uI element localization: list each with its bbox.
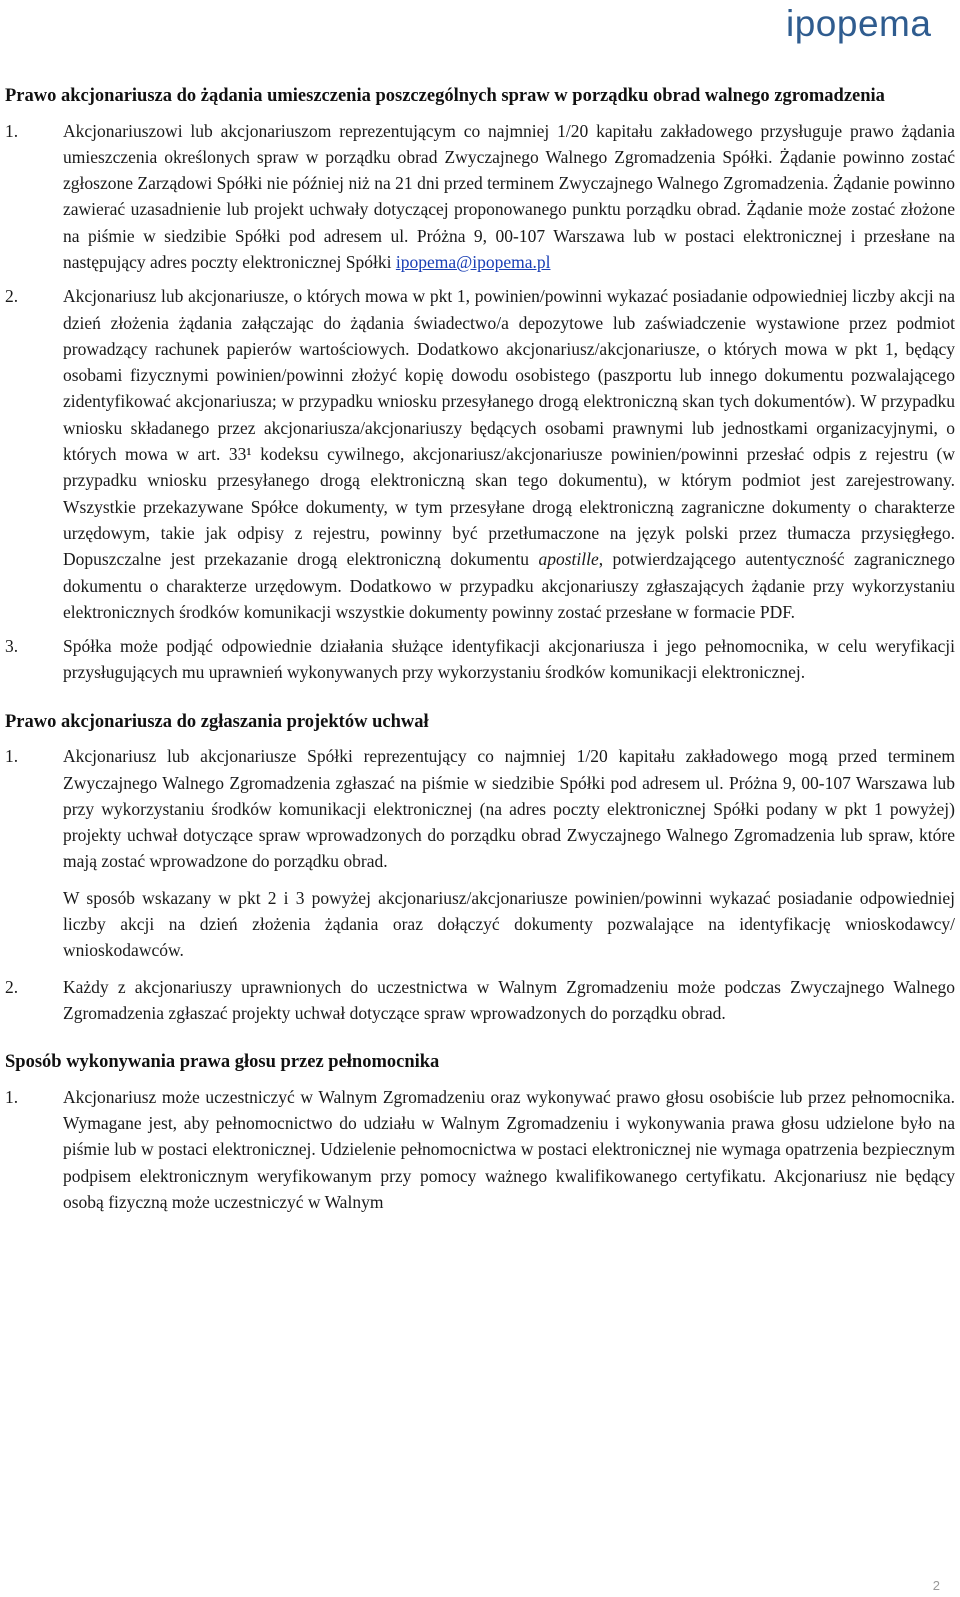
list-item (5, 633, 955, 686)
list-item (5, 118, 955, 276)
italic-term: apostille (538, 549, 599, 570)
page-number: 2 (932, 1578, 940, 1593)
item-text: Akcjonariusz lub akcjonariusze Spółki reprezentujący co najmniej 1/20 kapitału zakładowego mogą przed terminem Zwyczajnego Walnego Zgromadzenia zgłaszać na piśmie w siedzibie Spółki pod adresem ul. Próżna 9, 00-107 Warszawa lub przy wykorzystaniu środków komunikacji elektronicznej (na adres poczty elektronicznej Spółki podany w pkt 1 powyżej) projekty uchwał dotyczące spraw wprowadzonych do porządku obrad Zwyczajnego Walnego Zgromadzenia lub spraw, które mają zostać wprowadzone do porządku obrad. (63, 746, 955, 872)
item-number: 2. (5, 976, 19, 997)
section-title-proxy-voting: Sposób wykonywania prawa głosu przez pełnomocnika (5, 1052, 440, 1073)
logo-text: ipopema (786, 3, 932, 44)
email-link[interactable]: ipopema@ipopema.pl (395, 251, 551, 272)
section-title-draft-resolutions: Prawo akcjonariusza do zgłaszania projektów uchwał (5, 711, 429, 732)
list-item (5, 283, 955, 625)
item-text: Spółka może podjąć odpowiednie działania służące identyfikacji akcjonariusza i jego pełnomocnika, w celu weryfikacji przysługujących mu uprawnień wykonywanych przy wykorzystaniu środków komunikacji elektronicznej. (63, 636, 955, 683)
item-number: 3. (5, 636, 19, 657)
item-number: 1. (5, 746, 19, 767)
sub-paragraph: W sposób wskazany w pkt 2 i 3 powyżej akcjonariusz/akcjonariusze powinien/powinni wykazać posiadanie odpowiedniej liczby akcji na dzień złożenia żądania oraz dołączyć dokumenty pozwalające na identyfikację wnioskodawcy/ wnioskodawców. (63, 887, 955, 961)
list-item (5, 1084, 955, 1215)
section-title-agenda-request: Prawo akcjonariusza do żądania umieszczenia poszczególnych spraw w porządku obrad walnego zgromadzenia (5, 86, 885, 106)
list-item (5, 974, 955, 1027)
list-item (5, 743, 955, 874)
item-text: Akcjonariusz może uczestniczyć w Walnym Zgromadzeniu oraz wykonywać prawo głosu osobiście lub przez pełnomocnika. Wymagane jest, aby pełnomocnictwo do udziału w Walnym Zgromadzeniu i wykonywania prawa głosu udzielone było na piśmie lub w postaci elektronicznej. Udzielenie pełnomocnictwa w postaci elektronicznej nie wymaga opatrzenia bezpiecznym podpisem elektronicznym weryfikowanym przy pomocy ważnego kwalifikowanego certyfikatu. Akcjonariusz nie będący osobą fizyczną może uczestniczyć w Walnym (63, 1086, 955, 1212)
item-text: Akcjonariuszowi lub akcjonariuszom reprezentującym co najmniej 1/20 kapitału zakładowego przysługuje prawo żądania umieszczenia określonych spraw w porządku obrad Zwyczajnego Walnego Zgromadzenia Spółki. Żądanie powinno zostać zgłoszone Zarządowi Spółki nie później niż na 21 dni przed terminem Zwyczajnego Walnego Zgromadzenia. Żądanie powinno zawierać uzasadnienie lub projekt uchwały dotyczącej proponowanego punktu porządku obrad. Żądanie może zostać złożone na piśmie w siedzibie Spółki pod adresem ul. Próżna 9, 00-107 Warszawa lub w postaci elektronicznej i przesłane na następujący adres poczty elektronicznej Spółki ipopema@ipopema.pl (63, 120, 955, 272)
ipopema-logo (786, 4, 946, 44)
item-number: 2. (5, 286, 19, 307)
document-body (5, 84, 955, 1215)
item-text: Każdy z akcjonariuszy uprawnionych do uczestnictwa w Walnym Zgromadzeniu może podczas Zwyczajnego Walnego Zgromadzenia zgłaszać projekty uchwał dotyczące spraw wprowadzonych do porządku obrad. (63, 976, 955, 1023)
item-number: 1. (5, 120, 19, 141)
item-text: Akcjonariusz lub akcjonariusze, o których mowa w pkt 1, powinien/powinni wykazać posiadanie odpowiedniej liczby akcji na dzień złożenia żądania załączając do żądania świadectwo/a depozytowe lub zaświadczenie wystawione przez podmiot prowadzący rachunek papierów wartościowych. Dodatkowo akcjonariusz/akcjonariusze, o których mowa w pkt 1, będący osobami fizycznymi powinien/powinni złożyć kopię dowodu osobistego (paszportu lub innego dokumentu pozwalającego zidentyfikować akcjonariusza; w przypadku wniosku przesyłanego drogą elektroniczną skan tych dokumentów). W przypadku wniosku składanego przez akcjonariusza/akcjonariuszy będących osobami prawnymi lub jednostkami organizacyjnymi, o których mowa w art. 33¹ kodeksu cywilnego, akcjonariusz/akcjonariusze powinien/powinni przesłać odpis z rejestru (w przypadku wniosku przesyłanego drogą elektroniczną skan tego dokumentu), w którym podmiot jest zarejestrowany. Wszystkie przekazywane Spółce dokumenty, w tym przesyłane drogą elektroniczną zagraniczne dokumenty o charakterze urzędowym, takie jak odpisy z rejestru, powinny być przetłumaczone na język polski przez tłumacza przysięgłego. Dopuszczalne jest przekazanie drogą elektroniczną dokumentu apostille, potwierdzającego autentyczność zagranicznego dokumentu o charakterze urzędowym. Dodatkowo w przypadku akcjonariuszy zgłaszających żądanie przy wykorzystaniu elektronicznych środków komunikacji wszystkie dokumenty powinny zostać przesłane w formacie PDF. (63, 286, 955, 622)
item-number: 1. (5, 1086, 19, 1107)
